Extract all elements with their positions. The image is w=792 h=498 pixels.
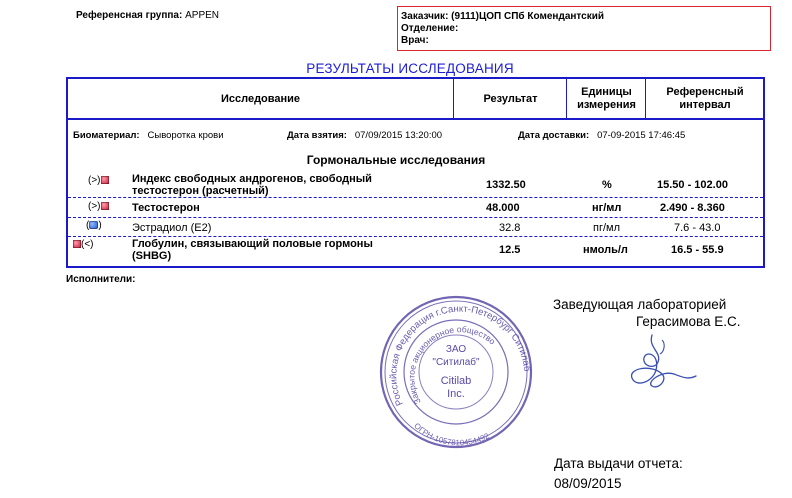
result-flag: [88, 201, 109, 212]
signature-icon: [622, 330, 704, 400]
page-title: РЕЗУЛЬТАТЫ ИССЛЕДОВАНИЯ: [306, 61, 514, 76]
row-units: %: [602, 179, 612, 191]
column-header-units: [568, 86, 645, 112]
doctor-line: Врач:: [401, 35, 429, 46]
date-delivered: [518, 130, 685, 141]
signer-title: Заведующая лабораторией: [553, 297, 727, 312]
performers-label: Исполнители:: [66, 274, 136, 285]
row-divider: [68, 236, 763, 237]
row-units: нг/мл: [592, 202, 622, 214]
date-delivered-label: Дата доставки:: [518, 130, 590, 141]
stamp-inner-text: Закрытое акционерное общество: [406, 324, 498, 406]
biomaterial: [73, 130, 224, 141]
biomaterial-value: Сыворотка крови: [147, 130, 224, 141]
biomaterial-label: Биоматериал:: [73, 130, 140, 141]
issue-date: 08/09/2015: [554, 476, 622, 491]
row-name-line2: (SHBG): [132, 250, 172, 262]
date-taken-value: 07/09/2015 13:20:00: [354, 130, 443, 141]
customer-box: [397, 6, 771, 51]
row-name-line1: Индекс свободных андрогенов, свободный: [132, 173, 372, 185]
row-divider: [68, 217, 763, 218]
flag-text: (<): [81, 239, 94, 250]
company-stamp-icon: [373, 292, 539, 452]
units-header-line1: Единицы: [581, 86, 632, 98]
row-reference: 16.5 - 55.9: [671, 244, 724, 256]
row-result: 12.5: [499, 244, 521, 256]
result-flag: [73, 239, 94, 250]
ref-header-line2: интервал: [679, 99, 731, 111]
result-flag: ( ): [86, 220, 102, 231]
row-name-line2: тестостерон (расчетный): [132, 185, 269, 197]
row-result: 1332.50: [486, 179, 526, 191]
high-flag-icon: [101, 176, 109, 184]
stamp-ogrn: ОГРН-1057810454492: [412, 421, 491, 448]
row-units: нмоль/л: [583, 244, 628, 256]
units-header-line2: измерения: [577, 99, 636, 111]
row-divider: [68, 197, 763, 198]
column-header-result: Результат: [483, 93, 538, 105]
section-title: Гормональные исследования: [306, 153, 486, 167]
row-units: пг/мл: [593, 222, 621, 234]
column-separator: [566, 79, 567, 118]
flag-text: (>): [88, 201, 101, 212]
svg-text:ОГРН-1057810454492: [412, 421, 491, 447]
row-name-line1: Глобулин, связывающий половые гормоны: [132, 238, 373, 250]
row-reference: 15.50 - 102.00: [657, 179, 728, 191]
department-line: Отделение:: [401, 23, 459, 34]
date-taken-label: Дата взятия:: [287, 130, 347, 141]
row-name: Тестостерон: [132, 202, 200, 214]
row-reference: 2.490 - 8.360: [660, 202, 725, 214]
row-reference: 7.6 - 43.0: [674, 222, 721, 234]
signer-name: Герасимова Е.С.: [636, 314, 741, 329]
stamp-center-line1: ЗАО: [445, 344, 467, 355]
flag-text: ): [98, 220, 102, 231]
stamp-outer-text: Российская Федерация г.Санкт-Петербург Ситилаб: [388, 303, 533, 408]
result-flag: [88, 175, 109, 186]
date-delivered-value: 07-09-2015 17:46:45: [597, 130, 686, 141]
reference-group-label: Референсная группа:: [76, 10, 183, 21]
ref-header-line1: Референсный: [666, 86, 744, 98]
date-taken: [287, 130, 442, 141]
column-header-study: Исследование: [220, 93, 301, 105]
stamp-center-line2: "Ситилаб": [432, 357, 480, 368]
normal-flag-icon: [89, 221, 98, 229]
stamp-center-line3: Citilab: [440, 375, 472, 387]
issue-date-label: Дата выдачи отчета:: [554, 456, 683, 471]
high-flag-icon: [101, 202, 109, 210]
row-name: [132, 238, 373, 262]
column-header-reference: [647, 86, 763, 112]
row-result: 48.000: [486, 202, 520, 214]
row-name: [132, 173, 372, 197]
reference-group-value: APPEN: [185, 10, 220, 21]
row-result: 32.8: [499, 222, 521, 234]
flag-text: (>): [88, 175, 101, 186]
stamp-center-line4: Inc.: [447, 388, 465, 400]
reference-group: [76, 10, 219, 21]
column-separator: [645, 79, 646, 118]
customer-line: Заказчик: (9111)ЦОП СПб Комендантский: [401, 11, 605, 22]
row-name: Эстрадиол (Е2): [132, 222, 212, 234]
table-header-divider: [66, 118, 765, 120]
low-flag-icon: [73, 240, 81, 248]
column-separator: [453, 79, 454, 118]
